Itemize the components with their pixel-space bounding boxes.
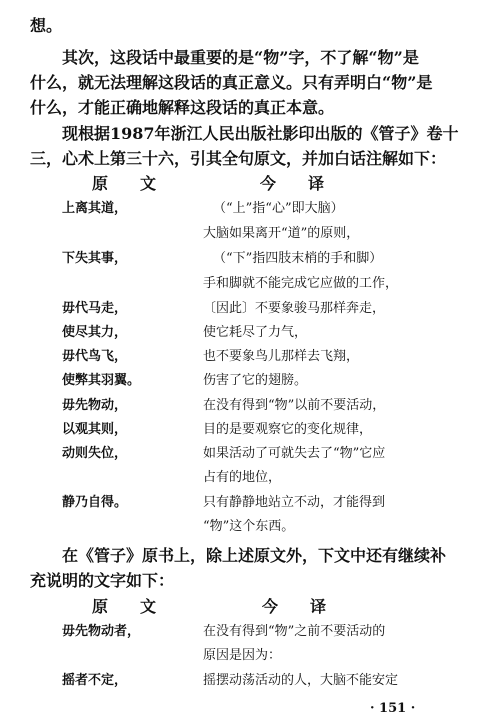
- paragraph-line: 现根据1987年浙江人民出版社影印出版的《管子》卷十: [62, 124, 459, 143]
- translation-line: 大脑如果离开“道”的原则，: [203, 226, 360, 241]
- translation-line: 〔因此〕不要象骏马那样奔走，: [203, 301, 386, 316]
- translation-line: 在没有得到“物”之前不要活动的: [203, 624, 386, 639]
- paragraph-line: 什么，才能正确地解释这段话的真正本意。: [30, 98, 335, 117]
- translation-line: 摇摆动荡活动的人，大脑不能安定: [203, 673, 399, 688]
- paragraph-line: 在《管子》原书上，除上述原文外，下文中还有继续补: [62, 546, 447, 565]
- translation-line: 只有静静地站立不动，才能得到: [203, 495, 386, 510]
- translation-line: 目的是要观察它的变化规律，: [203, 422, 373, 437]
- paragraph-line: 三，心术上第三十六，引其全句原文，并加白话注解如下：: [30, 149, 447, 168]
- translation-line: （“上”指“心”即大脑）: [213, 201, 344, 216]
- original-text-header: 原 文: [92, 597, 157, 616]
- translation-line: 伤害了它的翅膀。: [203, 373, 308, 388]
- original-line: 上离其道，: [62, 201, 128, 216]
- original-line: 动则失位，: [62, 446, 128, 461]
- translation-header: 今 译: [260, 174, 325, 193]
- original-line: 下失其事，: [62, 251, 128, 266]
- paragraph-line: 充说明的文字如下：: [30, 571, 175, 590]
- page-number: · 151 ·: [370, 701, 416, 716]
- translation-line: 如果活动了可就失去了“物”它应: [203, 446, 386, 461]
- translation-line: 在没有得到“物”以前不要活动，: [203, 398, 386, 413]
- original-line: 使弊其羽翼。: [62, 373, 141, 388]
- translation-line: “物”这个东西。: [203, 519, 295, 534]
- original-line: 毋代鸟飞，: [62, 349, 128, 364]
- translation-header: 今 译: [262, 597, 327, 616]
- translation-line: （“下”指四肢末梢的手和脚）: [213, 251, 383, 266]
- original-line: 毋先物动，: [62, 398, 128, 413]
- translation-line: 占有的地位，: [203, 470, 282, 485]
- original-text-header: 原 文: [92, 174, 157, 193]
- paragraph-line: 其次，这段话中最重要的是“物”字，不了解“物”是: [62, 48, 419, 67]
- original-line: 毋先物动者，: [62, 624, 141, 639]
- original-line: 毋代马走，: [62, 301, 128, 316]
- translation-line: 使它耗尽了力气，: [203, 325, 308, 340]
- paragraph-line: 什么，就无法理解这段话的真正意义。只有弄明白“物”是: [30, 73, 433, 92]
- original-line: 使尽其力，: [62, 325, 128, 340]
- original-line: 静乃自得。: [62, 495, 128, 510]
- original-line: 以观其则，: [62, 422, 128, 437]
- original-line: 摇者不定，: [62, 673, 128, 688]
- translation-line: 也不要象鸟儿那样去飞翔，: [203, 349, 360, 364]
- translation-line: 原因是因为：: [203, 648, 282, 663]
- paragraph-line: 想。: [30, 16, 63, 35]
- translation-line: 手和脚就不能完成它应做的工作，: [203, 276, 399, 291]
